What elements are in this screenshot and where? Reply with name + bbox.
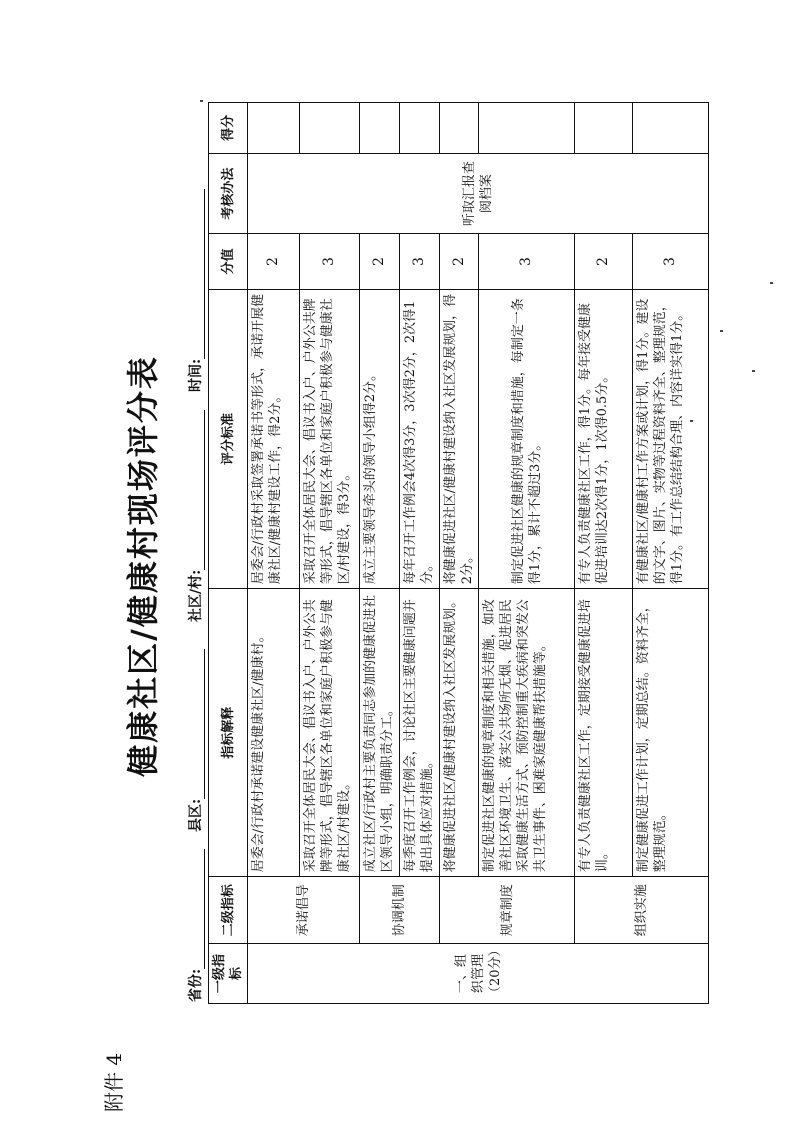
attachment-label: 附件 4 <box>102 1052 126 1112</box>
value-cell: 3 <box>479 234 575 289</box>
scan-speck <box>200 100 203 102</box>
score-cell[interactable] <box>575 103 633 154</box>
county-field <box>185 649 205 832</box>
table-row <box>575 103 633 1004</box>
county-label: 县区: <box>188 798 204 832</box>
score-cell[interactable] <box>300 103 360 154</box>
value-cell: 2 <box>575 234 633 289</box>
second-level-cell: 协调机制 <box>360 877 440 944</box>
score-cell[interactable] <box>248 103 300 154</box>
province-field <box>185 849 205 1002</box>
header-first-level: 一级指标 <box>209 944 248 1004</box>
community-label: 社区/村: <box>188 569 204 622</box>
table-row <box>400 103 440 1004</box>
province-label: 省份: <box>188 968 204 1002</box>
score-cell[interactable] <box>360 103 400 154</box>
score-cell[interactable] <box>440 103 479 154</box>
explain-cell: 居委会/行政村承诺建设健康社区/健康村。 <box>248 589 300 877</box>
table-header-row <box>209 103 248 1004</box>
page-title: 健康社区/健康村现场评分表 <box>124 355 162 777</box>
table-row <box>633 103 709 1004</box>
header-score: 得分 <box>209 103 248 154</box>
value-cell: 2 <box>360 234 400 289</box>
scan-speck <box>752 370 755 372</box>
score-cell[interactable] <box>479 103 575 154</box>
first-level-cell: 一、组织管理（20分） <box>248 944 709 1004</box>
header-explain: 指标解释 <box>209 589 248 877</box>
standard-cell: 将健康促进社区/健康村建设纳入社区发展规划，得2分。 <box>440 289 479 589</box>
header-value: 分值 <box>209 234 248 289</box>
standard-cell: 每年召开工作例会4次得3分，3次得2分，2次得1分。 <box>400 289 440 589</box>
explain-cell: 成立社区/行政村主要负责同志参加的健康促进社区领导小组，明确职责分工。 <box>360 589 400 877</box>
value-cell: 3 <box>633 234 709 289</box>
score-cell[interactable] <box>633 103 709 154</box>
header-standard: 评分标准 <box>209 289 248 589</box>
table-row <box>248 103 300 1004</box>
standard-cell: 成立主要领导牵头的领导小组得2分。 <box>360 289 400 589</box>
time-field <box>185 189 205 392</box>
score-cell[interactable] <box>400 103 440 154</box>
scan-speck <box>690 420 693 422</box>
explain-cell: 制定健康促进工作计划，定期总结。资料齐全，整理规范。 <box>633 589 709 877</box>
table-row <box>360 103 400 1004</box>
standard-cell: 制定促进社区健康的规章制度和措施，每制定一条得1分，累计不超过3分。 <box>479 289 575 589</box>
standard-cell: 有专人负责健康社区工作，得1分。每年接受健康促进培训达2次得1分，1次得0.5分。 <box>575 289 633 589</box>
value-cell: 3 <box>300 234 360 289</box>
standard-cell: 采取召开全体居民大会、倡议书入户、户外公共牌等形式，倡导辖区各单位和家庭户积极参与健康社区/村建设，得3分。 <box>300 289 360 589</box>
table-row <box>300 103 360 1004</box>
scan-speck <box>720 330 723 332</box>
explain-cell: 将健康促进社区/健康村建设纳入社区发展规划。 <box>440 589 479 877</box>
time-label: 时间: <box>188 358 204 392</box>
value-cell: 3 <box>400 234 440 289</box>
community-field <box>185 410 205 622</box>
table-row <box>440 103 479 1004</box>
method-cell: 听取汇报查阅档案 <box>248 153 709 234</box>
header-second-level: 二级指标 <box>209 877 248 944</box>
second-level-cell: 承诺倡导 <box>248 877 360 944</box>
standard-cell: 居委会/行政村采取签署承诺书等形式，承诺开展健康社区/健康村建设工作，得2分。 <box>248 289 300 589</box>
value-cell: 2 <box>440 234 479 289</box>
second-level-cell: 组织实施 <box>575 877 709 944</box>
explain-cell: 采取召开全体居民大会、倡议书入户、户外公共牌等形式，倡导辖区各单位和家庭户积极参与健康社区/村建设。 <box>300 589 360 877</box>
explain-cell: 每季度召开工作例会，讨论社区主要健康问题并提出具体应对措施。 <box>400 589 440 877</box>
explain-cell: 有专人负责健康社区工作，定期接受健康促进培训。 <box>575 589 633 877</box>
explain-cell: 制定促进社区健康的规章制度和相关措施，如改善社区环境卫生、落实公共场所无烟、促进居民采取健康生活方式、预防控制重大疾病和突发公共卫生事件、困难家庭健康帮扶措施等。 <box>479 589 575 877</box>
score-table <box>208 102 709 1004</box>
second-level-cell: 规章制度 <box>440 877 575 944</box>
scan-speck <box>770 282 773 284</box>
standard-cell: 有健康社区/健康村工作方案或计划，得1分。建设的文字、图片、实物等过程资料齐全、整理规范，得1分。有工作总结结构合理、内容详实得1分。 <box>633 289 709 589</box>
header-method: 考核办法 <box>209 153 248 234</box>
value-cell: 2 <box>248 234 300 289</box>
table-row <box>479 103 575 1004</box>
